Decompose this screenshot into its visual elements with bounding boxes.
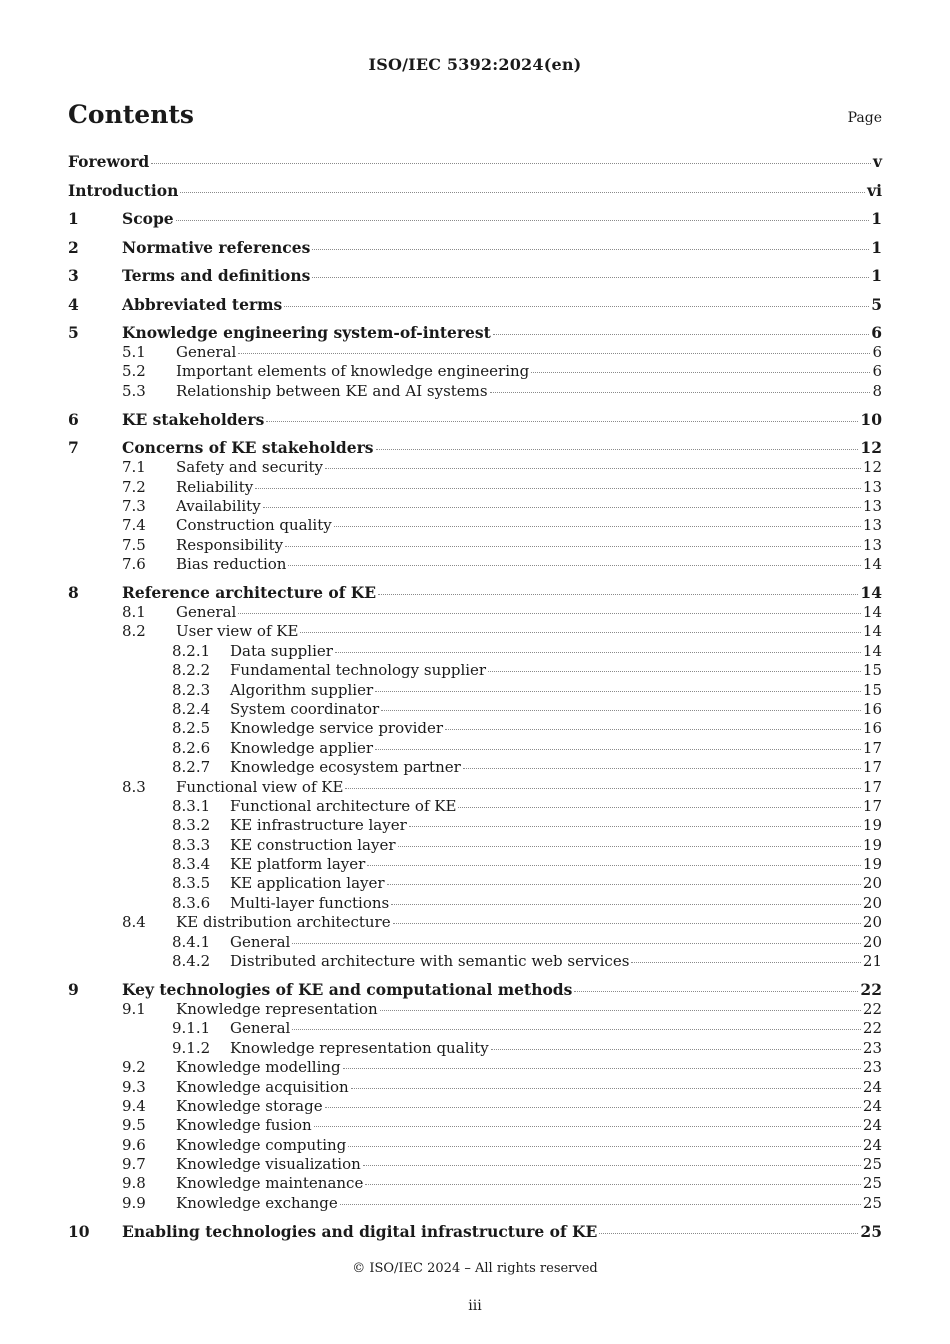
toc-entry[interactable] xyxy=(68,797,882,816)
toc-entry[interactable] xyxy=(68,739,882,758)
toc-entry-title: Knowledge storage xyxy=(176,1096,323,1115)
toc-entry-page: 21 xyxy=(862,952,882,971)
toc-entry-title: Knowledge modelling xyxy=(176,1058,341,1077)
toc-leader-dots xyxy=(376,448,859,450)
toc-leader-dots xyxy=(263,506,861,508)
toc-entry-number: 8.4.2 xyxy=(172,952,211,971)
toc-entry-title: General xyxy=(176,603,237,622)
toc-entry[interactable] xyxy=(68,478,882,497)
toc-entry-page: 23 xyxy=(862,1038,882,1057)
toc-entry-page: 22 xyxy=(862,1019,882,1038)
toc-entry[interactable] xyxy=(68,661,882,680)
toc-entry-page: 14 xyxy=(862,603,882,622)
toc-entry[interactable] xyxy=(68,1019,882,1038)
toc-entry-page: 24 xyxy=(862,1077,882,1096)
toc-leader-dots xyxy=(340,1203,861,1205)
toc-entry-number: 8.3.6 xyxy=(172,893,211,912)
toc-leader-dots xyxy=(325,1106,861,1108)
toc-entry-title: System coordinator xyxy=(230,699,380,718)
toc-entry-number: 8.2.1 xyxy=(172,641,211,660)
toc-entry-title: Knowledge fusion xyxy=(176,1116,312,1135)
toc-entry-page: 13 xyxy=(862,516,882,535)
toc-entry-title: Introduction xyxy=(68,180,179,200)
toc-entry-number: 8.2.7 xyxy=(172,758,211,777)
toc-entry-title: Knowledge representation quality xyxy=(230,1038,489,1057)
toc-entry-title: Normative references xyxy=(122,237,311,257)
toc-entry-title: Reliability xyxy=(176,477,254,496)
toc-entry-page: 17 xyxy=(862,796,882,815)
toc-entry-number: 8.3.3 xyxy=(172,835,211,854)
toc-entry[interactable] xyxy=(68,1136,882,1155)
toc-entry-number: 9.5 xyxy=(122,1116,146,1135)
toc-leader-dots xyxy=(345,787,860,789)
toc-entry-page: 23 xyxy=(862,1058,882,1077)
toc-entry-title: KE stakeholders xyxy=(122,409,265,429)
toc-entry-number: 8 xyxy=(68,583,79,603)
toc-leader-dots xyxy=(493,333,869,335)
toc-entry[interactable] xyxy=(68,642,882,661)
toc-entry-title: KE construction layer xyxy=(230,835,396,854)
toc-entry-number: 6 xyxy=(68,409,79,429)
toc-entry-title: Knowledge visualization xyxy=(176,1155,361,1174)
toc-leader-dots xyxy=(574,990,858,992)
toc-entry-title: Relationship between KE and AI systems xyxy=(176,381,488,400)
toc-entry[interactable] xyxy=(68,1000,882,1019)
toc-entry-number: 9.7 xyxy=(122,1155,146,1174)
toc-entry-number: 8.2.3 xyxy=(172,680,211,699)
toc-entry-number: 5.2 xyxy=(122,362,146,381)
toc-entry-number: 8.3 xyxy=(122,777,146,796)
toc-leader-dots xyxy=(445,728,861,730)
toc-entry[interactable] xyxy=(68,719,882,738)
toc-leader-dots xyxy=(375,748,861,750)
toc-entry-title: Important elements of knowledge engineering xyxy=(176,362,530,381)
toc-entry[interactable] xyxy=(68,1039,882,1058)
toc-leader-dots xyxy=(599,1232,858,1234)
toc-entry[interactable] xyxy=(68,1097,882,1116)
toc-entry-page: 5 xyxy=(871,294,882,314)
toc-entry-page: 20 xyxy=(862,932,882,951)
toc-leader-dots xyxy=(631,961,861,963)
toc-entry-number: 9.8 xyxy=(122,1174,146,1193)
toc-leader-dots xyxy=(343,1067,861,1069)
toc-entry-title: Foreword xyxy=(68,152,150,171)
toc-entry-title: Knowledge engineering system-of-interest xyxy=(122,323,491,342)
toc-entry-page: 19 xyxy=(862,835,882,854)
toc-entry-page: 13 xyxy=(862,496,882,515)
toc-entry-page: 13 xyxy=(862,477,882,496)
toc-entry-page: 14 xyxy=(862,555,882,574)
toc-leader-dots xyxy=(266,420,858,422)
toc-leader-dots xyxy=(363,1164,861,1166)
toc-entry[interactable] xyxy=(68,382,882,401)
toc-entry-number: 7.4 xyxy=(122,516,146,535)
toc-entry-title: Knowledge service provider xyxy=(230,719,444,738)
toc-entry-title: General xyxy=(176,343,237,361)
toc-leader-dots xyxy=(391,903,861,905)
toc-entry-title: Scope xyxy=(122,209,174,228)
toc-leader-dots xyxy=(351,1087,861,1089)
toc-entry-title: Data supplier xyxy=(230,641,333,660)
toc-entry[interactable] xyxy=(68,323,882,343)
toc-entry-page: 25 xyxy=(862,1193,882,1212)
toc-entry-number: 8.3.2 xyxy=(172,816,211,835)
page-number: iii xyxy=(468,1298,482,1314)
toc-entry-number: 7 xyxy=(68,438,79,458)
toc-leader-dots xyxy=(292,1028,861,1030)
toc-entry-page: 13 xyxy=(862,535,882,554)
toc-leader-dots xyxy=(387,883,861,885)
toc-leader-dots xyxy=(314,1125,861,1127)
toc-entry-number: 9.9 xyxy=(122,1193,146,1212)
toc-leader-dots xyxy=(409,825,861,827)
toc-entry-title: Terms and definitions xyxy=(122,266,311,285)
toc-entry[interactable] xyxy=(68,343,882,362)
toc-entry[interactable] xyxy=(68,209,882,229)
toc-entry-page: 19 xyxy=(862,855,882,874)
toc-entry[interactable] xyxy=(68,603,882,622)
toc-entry[interactable] xyxy=(68,1058,882,1077)
toc-entry-title: Knowledge maintenance xyxy=(176,1174,364,1193)
toc-entry[interactable] xyxy=(68,855,882,874)
toc-entry[interactable] xyxy=(68,1222,882,1242)
page-title: Contents xyxy=(68,100,195,129)
toc-entry-number: 10 xyxy=(68,1221,90,1241)
toc-entry-title: General xyxy=(230,932,291,951)
toc-entry-title: Functional architecture of KE xyxy=(230,796,457,815)
toc-entry-number: 4 xyxy=(68,294,79,314)
toc-entry-page: 10 xyxy=(860,409,882,429)
toc-entry[interactable] xyxy=(68,952,882,971)
toc-entry[interactable] xyxy=(68,622,882,641)
toc-entry-page: v xyxy=(872,152,882,171)
toc-entry-title: KE distribution architecture xyxy=(176,913,391,932)
toc-entry-title: Knowledge ecosystem partner xyxy=(230,758,461,777)
toc-entry-page: 24 xyxy=(862,1116,882,1135)
toc-entry-number: 7.6 xyxy=(122,555,146,574)
toc-leader-dots xyxy=(491,1048,861,1050)
document-id-header: ISO/IEC 5392:2024(en) xyxy=(368,55,582,74)
toc-entry-title: General xyxy=(230,1019,291,1038)
toc-entry-title: KE infrastructure layer xyxy=(230,816,407,835)
toc-entry-title: User view of KE xyxy=(176,622,299,641)
toc-entry[interactable] xyxy=(68,778,882,797)
toc-entry[interactable] xyxy=(68,894,882,913)
toc-entry-number: 8.1 xyxy=(122,603,146,622)
toc-entry-number: 9.1 xyxy=(122,999,146,1018)
toc-entry[interactable] xyxy=(68,933,882,952)
toc-entry[interactable] xyxy=(68,536,882,555)
toc-entry-title: Concerns of KE stakeholders xyxy=(122,438,374,458)
toc-leader-dots xyxy=(285,545,861,547)
toc-leader-dots xyxy=(151,162,871,164)
toc-leader-dots xyxy=(375,690,861,692)
toc-entry-number: 9.2 xyxy=(122,1058,146,1077)
toc-entry-page: 20 xyxy=(862,893,882,912)
toc-entry-page: 14 xyxy=(862,622,882,641)
toc-entry-number: 2 xyxy=(68,237,79,257)
toc-leader-dots xyxy=(458,806,860,808)
toc-entry-page: 25 xyxy=(862,1174,882,1193)
toc-entry-number: 5 xyxy=(68,323,79,342)
toc-entry[interactable] xyxy=(68,497,882,516)
toc-entry-page: 20 xyxy=(862,874,882,893)
toc-entry-page: 16 xyxy=(862,699,882,718)
toc-entry-title: Enabling technologies and digital infrastructure of KE xyxy=(122,1221,598,1241)
toc-entry-page: 12 xyxy=(862,458,882,477)
toc-entry-page: 8 xyxy=(872,381,882,400)
toc-entry-title: Safety and security xyxy=(176,458,323,477)
toc-entry-page: 15 xyxy=(862,661,882,680)
toc-leader-dots xyxy=(398,845,861,847)
toc-entry-title: Bias reduction xyxy=(176,555,287,574)
toc-leader-dots xyxy=(490,391,871,393)
toc-leader-dots xyxy=(312,276,869,278)
toc-entry-number: 9.1.2 xyxy=(172,1038,211,1057)
toc-entry-number: 8.2.6 xyxy=(172,738,211,757)
toc-entry-page: 1 xyxy=(871,266,882,285)
toc-entry-title: Knowledge exchange xyxy=(176,1193,338,1212)
toc-entry-number: 8.3.1 xyxy=(172,796,211,815)
toc-entry-title: Key technologies of KE and computational methods xyxy=(122,979,573,999)
toc-entry[interactable] xyxy=(68,266,882,286)
toc-entry-number: 9.4 xyxy=(122,1096,146,1115)
toc-entry-number: 5.3 xyxy=(122,381,146,400)
toc-entry-number: 7.2 xyxy=(122,477,146,496)
toc-entry-page: 15 xyxy=(862,680,882,699)
toc-entry-page: 14 xyxy=(860,583,882,603)
toc-leader-dots xyxy=(238,612,861,614)
toc-entry-page: 17 xyxy=(862,738,882,757)
toc-entry-title: Reference architecture of KE xyxy=(122,583,377,603)
toc-leader-dots xyxy=(367,864,861,866)
toc-leader-dots xyxy=(365,1183,861,1185)
toc-leader-dots xyxy=(238,352,870,354)
toc-entry[interactable] xyxy=(68,410,882,430)
toc-entry-page: 12 xyxy=(860,438,882,458)
toc-entry[interactable] xyxy=(68,362,882,381)
toc-entry-number: 8.3.4 xyxy=(172,855,211,874)
toc-entry-page: 17 xyxy=(862,758,882,777)
toc-entry-page: vi xyxy=(867,180,882,200)
toc-leader-dots xyxy=(255,487,861,489)
toc-entry-number: 9 xyxy=(68,979,79,999)
toc-entry-page: 6 xyxy=(872,343,882,361)
toc-entry[interactable] xyxy=(68,980,882,1000)
toc-leader-dots xyxy=(348,1145,861,1147)
toc-entry-number: 5.1 xyxy=(122,343,146,361)
toc-entry-number: 9.6 xyxy=(122,1135,146,1154)
toc-entry-page: 16 xyxy=(862,719,882,738)
toc-leader-dots xyxy=(180,191,865,193)
toc-entry-page: 1 xyxy=(871,209,882,228)
toc-entry-number: 7.5 xyxy=(122,535,146,554)
toc-leader-dots xyxy=(312,248,869,250)
toc-entry-number: 3 xyxy=(68,266,79,285)
toc-entry-title: Multi-layer functions xyxy=(230,893,390,912)
toc-entry[interactable] xyxy=(68,681,882,700)
toc-entry-number: 8.2 xyxy=(122,622,146,641)
copyright-footer: © ISO/IEC 2024 – All rights reserved xyxy=(352,1261,598,1276)
toc-leader-dots xyxy=(381,709,861,711)
toc-entry[interactable] xyxy=(68,181,882,201)
toc-leader-dots xyxy=(380,1009,861,1011)
toc-entry[interactable] xyxy=(68,1194,882,1213)
toc-entry-title: KE platform layer xyxy=(230,855,366,874)
toc-entry-title: Knowledge representation xyxy=(176,999,378,1018)
toc-entry-title: Knowledge applier xyxy=(230,738,374,757)
toc-leader-dots xyxy=(176,219,870,221)
toc-entry-number: 9.3 xyxy=(122,1077,146,1096)
toc-entry-number: 8.4.1 xyxy=(172,932,211,951)
toc-entry-page: 17 xyxy=(862,777,882,796)
toc-entry-number: 7.1 xyxy=(122,458,146,477)
toc-leader-dots xyxy=(288,564,860,566)
toc-entry-number: 7.3 xyxy=(122,496,146,515)
toc-entry-page: 1 xyxy=(871,237,882,257)
page-column-label: Page xyxy=(847,110,882,126)
toc-entry-title: Functional view of KE xyxy=(176,777,344,796)
table-of-contents xyxy=(68,152,882,1242)
toc-entry-page: 6 xyxy=(871,323,882,342)
toc-entry[interactable] xyxy=(68,458,882,477)
toc-entry-number: 1 xyxy=(68,209,79,228)
toc-entry-number: 8.2.2 xyxy=(172,661,211,680)
toc-entry-title: Construction quality xyxy=(176,516,332,535)
toc-entry-number: 8.3.5 xyxy=(172,874,211,893)
toc-entry-page: 19 xyxy=(862,816,882,835)
toc-entry-title: Responsibility xyxy=(176,535,284,554)
toc-leader-dots xyxy=(325,467,861,469)
toc-entry-number: 8.4 xyxy=(122,913,146,932)
toc-entry[interactable] xyxy=(68,700,882,719)
toc-entry[interactable] xyxy=(68,152,882,172)
toc-entry[interactable] xyxy=(68,1078,882,1097)
toc-entry[interactable] xyxy=(68,583,882,603)
toc-entry-number: 8.2.4 xyxy=(172,699,211,718)
toc-entry-page: 6 xyxy=(872,362,882,381)
toc-entry-page: 20 xyxy=(862,913,882,932)
toc-entry[interactable] xyxy=(68,438,882,458)
toc-entry[interactable] xyxy=(68,1116,882,1135)
toc-entry[interactable] xyxy=(68,836,882,855)
toc-entry-page: 25 xyxy=(860,1221,882,1241)
toc-leader-dots xyxy=(284,305,869,307)
toc-entry[interactable] xyxy=(68,816,882,835)
toc-entry-title: Abbreviated terms xyxy=(122,294,283,314)
toc-entry-title: KE application layer xyxy=(230,874,385,893)
toc-entry[interactable] xyxy=(68,555,882,574)
toc-entry-page: 25 xyxy=(862,1155,882,1174)
toc-entry[interactable] xyxy=(68,1155,882,1174)
toc-leader-dots xyxy=(378,593,858,595)
toc-entry[interactable] xyxy=(68,238,882,258)
toc-entry-page: 22 xyxy=(860,979,882,999)
toc-entry[interactable] xyxy=(68,516,882,535)
toc-entry-number: 8.2.5 xyxy=(172,719,211,738)
toc-entry-title: Algorithm supplier xyxy=(230,680,374,699)
toc-leader-dots xyxy=(393,922,861,924)
toc-leader-dots xyxy=(334,525,861,527)
toc-entry-title: Distributed architecture with semantic web services xyxy=(230,952,630,971)
toc-entry[interactable] xyxy=(68,295,882,315)
toc-leader-dots xyxy=(300,631,860,633)
toc-leader-dots xyxy=(292,942,861,944)
toc-entry[interactable] xyxy=(68,874,882,893)
toc-entry[interactable] xyxy=(68,913,882,932)
toc-entry-page: 24 xyxy=(862,1135,882,1154)
toc-entry-title: Knowledge acquisition xyxy=(176,1077,349,1096)
toc-entry[interactable] xyxy=(68,758,882,777)
toc-entry-page: 24 xyxy=(862,1096,882,1115)
toc-leader-dots xyxy=(488,670,861,672)
toc-entry-title: Availability xyxy=(176,496,261,515)
toc-leader-dots xyxy=(463,767,861,769)
toc-entry[interactable] xyxy=(68,1174,882,1193)
toc-entry-page: 14 xyxy=(862,641,882,660)
toc-leader-dots xyxy=(335,651,861,653)
toc-entry-page: 22 xyxy=(862,999,882,1018)
toc-entry-number: 9.1.1 xyxy=(172,1019,211,1038)
toc-entry-title: Knowledge computing xyxy=(176,1135,347,1154)
toc-entry-title: Fundamental technology supplier xyxy=(230,661,487,680)
toc-leader-dots xyxy=(531,371,870,373)
